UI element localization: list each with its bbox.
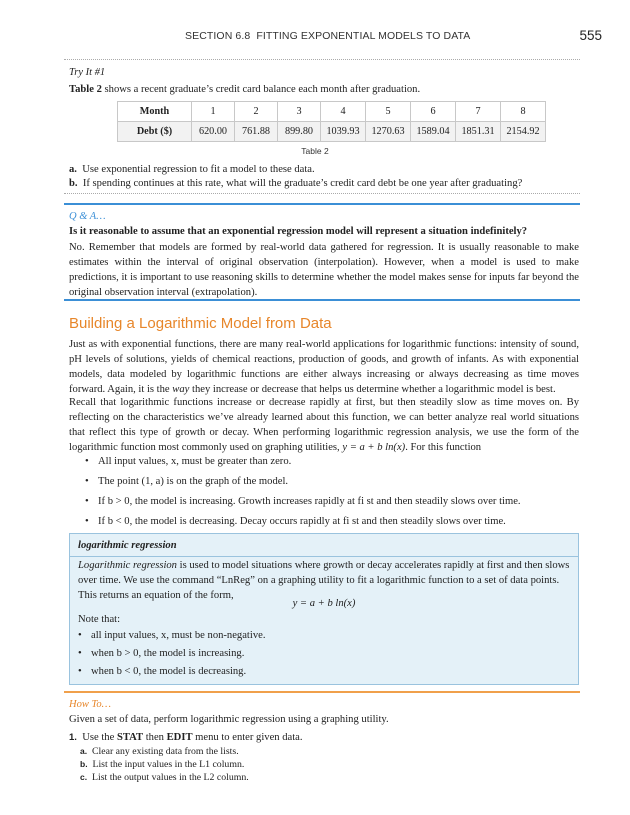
table-cell: 4 (321, 102, 366, 122)
table-row-debt (118, 122, 546, 142)
definition-title: logarithmic regression (78, 540, 177, 551)
qa-label: Q & A… (69, 211, 106, 222)
section-title: FITTING EXPONENTIAL MODELS TO DATA (256, 30, 471, 42)
section-number: SECTION 6.8 (185, 30, 251, 42)
qa-top-rule (64, 203, 580, 205)
list-item: • when b > 0, the model is increasing. (78, 646, 558, 661)
table-cell: 7 (456, 102, 501, 122)
definition-term: Logarithmic regression (78, 560, 177, 571)
table-row-month (118, 102, 546, 122)
question-b (69, 176, 589, 191)
question-a-letter: a. (69, 164, 77, 175)
substep-item (80, 771, 580, 784)
qa-answer: No. Remember that models are formed by real-world data gathered for regression. It is usually reasonable to make estimates within the interval of original observation (interpolation). However, when a model is used to make predictions, it is important to use reasoning skills to determine whether the model makes sense for inputs far beyond the original observation interval (extrapolation). (69, 242, 579, 298)
list-item: • when b < 0, the model is decreasing. (78, 664, 558, 679)
page-header (0, 28, 630, 46)
try-it-label: Try It #1 (69, 67, 106, 78)
table-cell: 1270.63 (366, 122, 411, 142)
table-header-debt: Debt ($) (118, 122, 192, 142)
table-cell: 8 (501, 102, 546, 122)
table-cell: 761.88 (235, 122, 278, 142)
qa-question: Is it reasonable to assume that an exponential regression model will represent a situation indefinitely? (69, 226, 528, 237)
try-it-bottom-rule (64, 193, 580, 194)
definition-formula: y = a + b ln(x) (292, 598, 356, 609)
substep-letter: b. (80, 759, 88, 769)
step-text: menu to enter given data. (192, 732, 303, 743)
step-text: then (143, 732, 167, 743)
paragraph-2-formula: y = a + b ln(x) (342, 442, 406, 453)
table-cell: 2 (235, 102, 278, 122)
edit-key: EDIT (166, 732, 193, 743)
howto-step-1 (69, 730, 579, 745)
substep-letter: c. (80, 772, 88, 782)
running-head (185, 30, 470, 42)
table-reference: Table 2 (69, 84, 102, 95)
question-b-letter: b. (69, 178, 78, 189)
paragraph-1-text: Just as with exponential functions, there are many real-world applications for logarithmic functions: intensity of sound, pH levels of solutions, yields of chemical reactions, production of goods, and growth of infants. As with exponential models, data modeled by logarithmic functions are either always increasing or always decreasing as time moves forward. Again, it is the (69, 339, 579, 395)
paragraph-2-text: Recall that logarithmic functions increase or decrease rapidly at first, but then steadily slow as time moves on. By reflecting on the characteristics we’ve already learned about this function, we can better analyze real world situations that reflect this type of growth or decay. When performing logarithmic regression analysis, we use the form of the logarithmic function most commonly used on graphing utilities, (69, 397, 579, 453)
table-caption: Table 2 (301, 146, 329, 156)
definition-divider (70, 556, 578, 557)
table-cell: 2154.92 (501, 122, 546, 142)
table-cell: 3 (278, 102, 321, 122)
debt-table (117, 101, 546, 142)
qa-bottom-rule (64, 299, 580, 301)
step-number: 1. (69, 732, 77, 743)
step-text: Use the (82, 732, 117, 743)
note-label: Note that: (78, 614, 121, 625)
list-item: • The point (1, a) is on the graph of the model. (85, 474, 585, 489)
paragraph-2 (69, 395, 579, 455)
substep-item (80, 758, 580, 771)
function-properties-list (85, 454, 585, 529)
paragraph-1-emphasis: way (172, 384, 190, 395)
table-cell: 1039.93 (321, 122, 366, 142)
paragraph-1-text-end: they increase or decrease that helps us determine whether a logarithmic model is best. (189, 384, 556, 395)
table-cell: 620.00 (192, 122, 235, 142)
table-header-month: Month (118, 102, 192, 122)
substep-text: Clear any existing data from the lists. (92, 746, 239, 757)
try-it-intro (69, 82, 589, 97)
substep-letter: a. (80, 746, 88, 756)
table-cell: 1851.31 (456, 122, 501, 142)
table-cell: 6 (411, 102, 456, 122)
section-heading: Building a Logarithmic Model from Data (69, 315, 332, 332)
substep-list (80, 745, 580, 784)
howto-label: How To… (69, 699, 111, 710)
try-it-top-rule (64, 59, 580, 60)
question-b-text: If spending continues at this rate, what will the graduate’s credit card debt be one year after graduating? (82, 178, 523, 189)
paragraph-2-text-end: . For this function (405, 442, 482, 453)
paragraph-1 (69, 337, 579, 397)
definition-body: is used to model situations where growth or decay accelerates rapidly at first and then slows over time. We use the command “LnReg” on a graphing utility to fit a logarithmic function to a set of data points. This returns an equation of the form, (78, 560, 570, 601)
list-item: • If b < 0, the model is decreasing. Decay occurs rapidly at fi st and then steadily slows over time. (85, 514, 585, 529)
list-item: • All input values, x, must be greater than zero. (85, 454, 585, 469)
table-cell: 5 (366, 102, 411, 122)
table-cell: 899.80 (278, 122, 321, 142)
list-item: • all input values, x, must be non-negative. (78, 628, 558, 643)
definition-box (69, 533, 579, 685)
howto-top-rule (64, 691, 580, 693)
table-cell: 1 (192, 102, 235, 122)
howto-intro: Given a set of data, perform logarithmic regression using a graphing utility. (69, 714, 389, 725)
stat-key: STAT (116, 732, 144, 743)
question-a-text: Use exponential regression to fit a model to these data. (82, 164, 315, 175)
try-it-intro-text: shows a recent graduate’s credit card balance each month after graduation. (101, 84, 421, 95)
question-a (69, 162, 589, 177)
list-item: • If b > 0, the model is increasing. Growth increases rapidly at fi st and then steadily slows over time. (85, 494, 585, 509)
page-number: 555 (579, 28, 602, 43)
substep-text: List the input values in the L1 column. (92, 759, 245, 770)
note-list (78, 628, 558, 679)
substep-item (80, 745, 580, 758)
table-cell: 1589.04 (411, 122, 456, 142)
substep-text: List the output values in the L2 column. (92, 772, 249, 783)
